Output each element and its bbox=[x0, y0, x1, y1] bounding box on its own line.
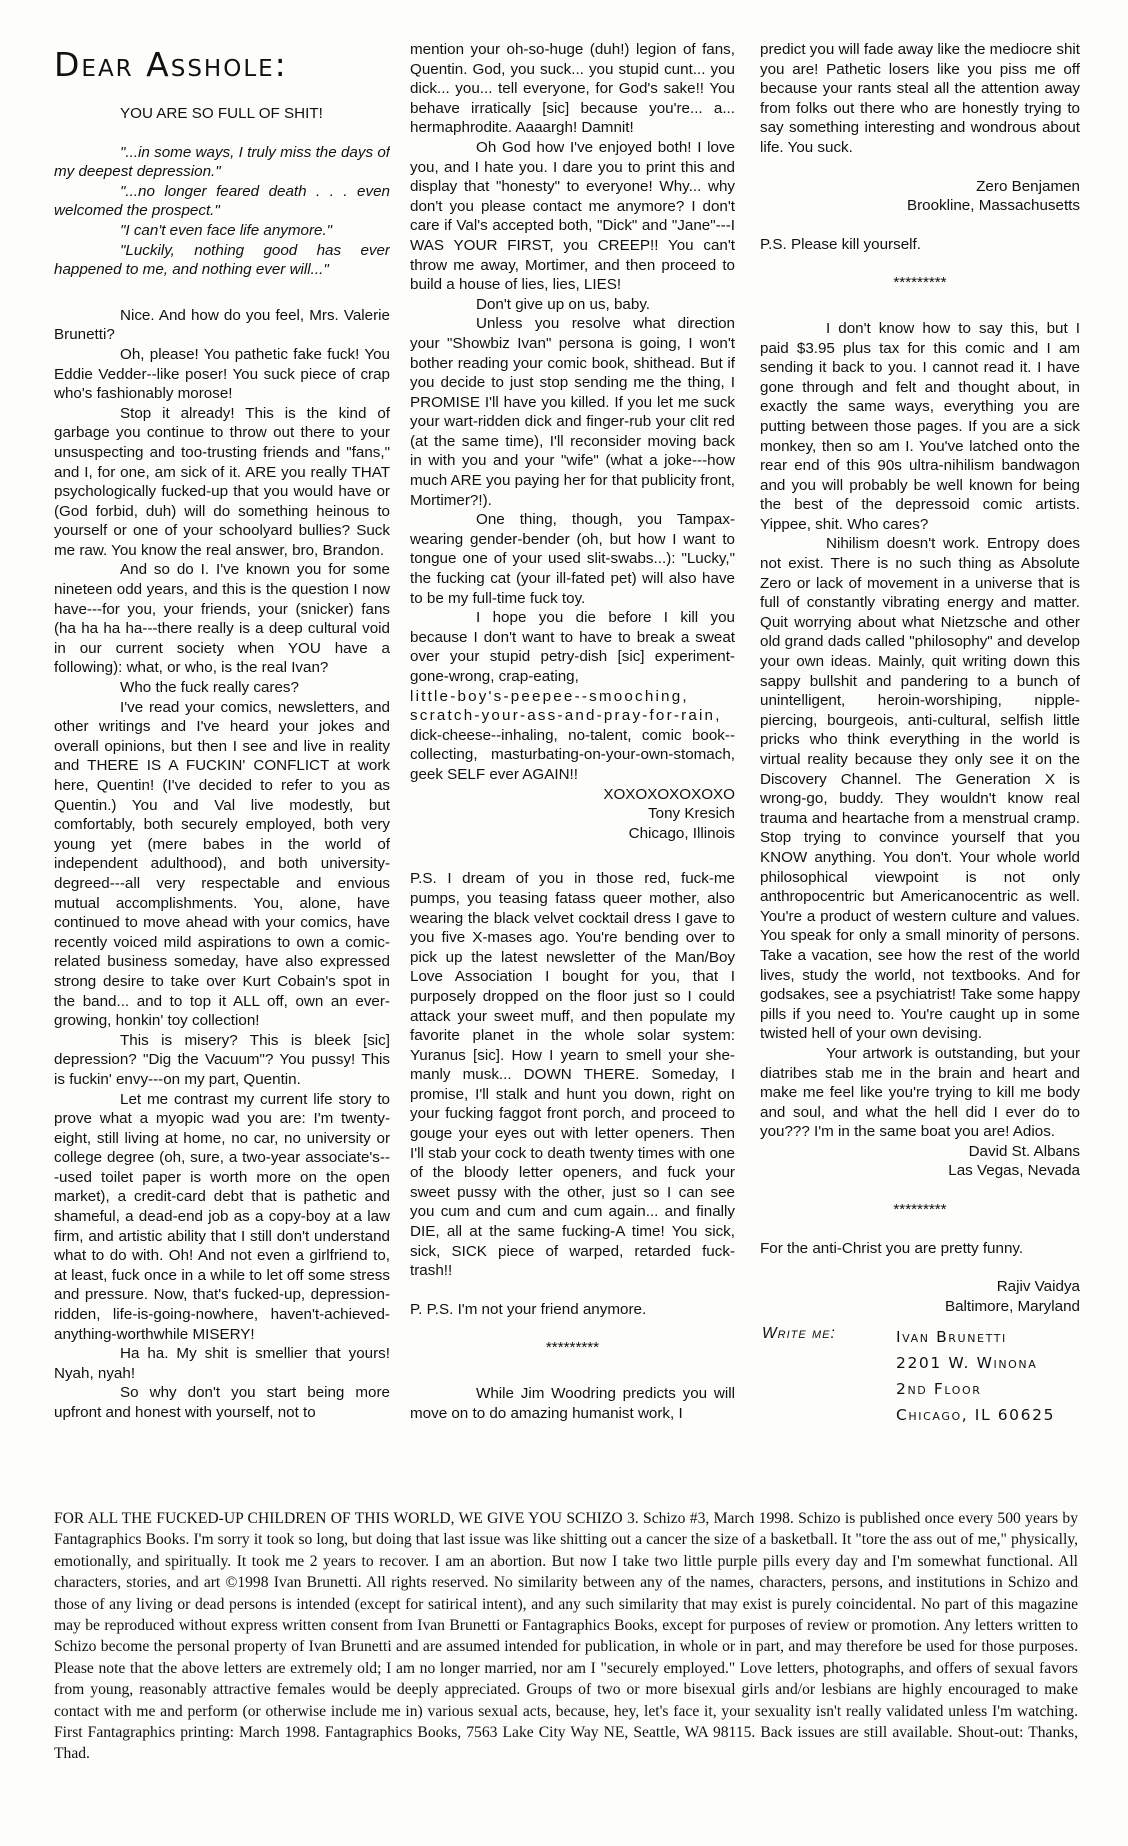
paragraph: mention your oh-so-huge (duh!) legion of fans, Quentin. God, you suck... you stupid cunt... you dick... you... tell everyone, for God's sake!! You behave irratically [sic] because you're... a... hermaphrodite. Aaaargh! Damnit! bbox=[410, 41, 735, 137]
paragraph: Oh God how I've enjoyed both! I love you, and I hate you. I dare you to print this and display that "honesty" to everyone! Why... why don't you please contact me anymore? I don't care if Val's accepted both, "Dick" and "Jane"---I WAS YOUR FIRST, you CREEP!! You can't throw me away, Mortimer, and then proceed to build a house of lies, lies, LIES! bbox=[410, 138, 735, 294]
signature-place: Chicago, Illinois bbox=[628, 824, 735, 842]
paragraph: For the anti-Christ you are pretty funny. bbox=[760, 1239, 1024, 1257]
paragraph: I've read your comics, newsletters, and other writings and I've heard your jokes and overall opinions, but then I see and live in reality and THERE IS A FUCKIN' CONFLICT at work here, Quentin! (I've decided to refer to you as Quentin.) You and Val live modestly, but comfortably, both securely employed, both very young yet (mere babes in the world of independent adulthood), and both university-degreed---all very respectable and envious mutual accomplishments. You, alone, have continued to move ahead with your comics, have recently voiced mild aspirations to own a comic-related business someday, have also expressed strong desire to take over Kurt Cobain's spot in the band... and to top it ALL off, own an ever-growing, honkin' toy collection! bbox=[54, 698, 390, 1030]
write-me-label: Write me: bbox=[762, 1325, 836, 1343]
paragraph: Let me contrast my current life story to prove what a myopic wad you are: I'm twenty-eight, still living at home, no car, no university or college degree (oh, sure, a two-year associate's---used toilet paper is worth more on the open market), a credit-card debt that is pathetic and shameful, a dead-end job as a copy-boy at a law firm, and artistic ability that I still don't understand what to do with. Oh! And not even a girlfriend to, at least, fuck once in a while to let off some stress and pressure. Now, that's fucked-up, depression-ridden, life-is-going-nowhere, haven't-achieved-anything-worthwhile MISERY! bbox=[54, 1090, 390, 1343]
paragraph: I hope you die before I kill you because I don't want to have to break a sweat over your stupid petry-dish [sic] experiment-gone-wrong, crap-eating, bbox=[410, 609, 735, 685]
signature-name: Tony Kresich bbox=[648, 805, 735, 823]
address-line: Ivan Brunetti bbox=[896, 1328, 1007, 1347]
spacer bbox=[410, 1319, 735, 1338]
postscript: P.S. Please kill yourself. bbox=[760, 235, 921, 253]
paragraph: Nihilism doesn't work. Entropy does not exist. There is no such thing as Absolute Zero or lack of movement in a universe that is full of constantly vibrating energy and matter. Quit worrying about what Nietzsche and other old grand dads called "philosophy" and develop your own ideas. Mainly, quit writing down this sappy bullshit and pandering to a bunch of unintelligent, heroin-worshiping, nipple-piercing, bourgeois, anti-cultural, selfish little pricks who think everything in the world is virtual reality because they only see it on the Discovery Channel. The Generation X is wrong-go, buddy. They wouldn't know real trauma and heartache from a menstrual cramp. Stop trying to convince yourself that you KNOW anything. You don't. Your whole world philosophical viewpoint is not only anthropocentric but Americanocentric as well. You're a product of western culture and values. You speak for only a small minority of persons. Take a vacation, see how the rest of the world lives, study the world, not textbooks. And for godsakes, see a psychiatrist! Take some happy pills if you need to. You're caught up in some twisted hell of your own devising. bbox=[760, 535, 1080, 1043]
paragraph: So why don't you start being more upfront and honest with yourself, not to bbox=[54, 1384, 390, 1421]
paragraph: Ha ha. My shit is smellier that yours! Nyah, nyah! bbox=[54, 1345, 390, 1382]
postscript: P.S. I dream of you in those red, fuck-me pumps, you teasing fatass queer mother, also wearing the black velvet cocktail dress I gave to you five X-mases ago. You're bending over to pick up the latest newsletter of the Man/Boy Love Association I bought for you, that I purposely dropped on the floor just so I could attack your sweet muff, and then populate my favorite planet in the whole solar system: Yuranus [sic]. How I yearn to smell your she-manly musk... DOWN THERE. Someday, I promise, I'll stalk and hunt you down, right on your fucking faggot front porch, and proceed to gouge your eyes out with letter openers. Then I'll stab your cock to death twenty times with one of the bloody letter openers, and fuck your sweet pussy with the other, just so I can see you cum and cum and cum again... and finally DIE, all at the same fucking-A time! You sick, sick, SICK piece of warped, retarded fuck-trash!! bbox=[410, 870, 735, 1280]
spacer bbox=[760, 1220, 1080, 1239]
paragraph: I don't know how to say this, but I paid $3.95 plus tax for this comic and I am sending it back to you. I cannot read it. I have gone through and felt and thought about, in exactly the same ways, everything you are putting between those pages. If you are a sick monkey, then so am I. You've latched onto the rear end of this 90s ultra-nihilism bandwagon and you will probably be well known for being the best of the depressoid comic artists. Yippee, shit. Who cares? bbox=[760, 319, 1080, 533]
spacer bbox=[760, 293, 1080, 319]
paragraph: predict you will fade away like the mediocre shit you are! Pathetic losers like you piss me off because your rants steal all the attention away from folks out there who are honestly trying to say something interesting and wondrous about life. You suck. bbox=[760, 41, 1080, 156]
separator: ********* bbox=[545, 1339, 600, 1357]
signoff: XOXOXOXOXOXO bbox=[603, 785, 735, 803]
mailing-address-block bbox=[760, 1324, 1080, 1436]
separator: ********* bbox=[893, 1201, 947, 1219]
spacer bbox=[54, 124, 390, 143]
address-line: 2nd Floor bbox=[896, 1380, 982, 1399]
spacer bbox=[410, 843, 735, 869]
quote-paragraph: "Luckily, nothing good has ever happened to me, and nothing ever will..." bbox=[54, 241, 390, 279]
page-title: Dear Asshole: bbox=[54, 45, 288, 84]
signature-name: Zero Benjamen bbox=[976, 177, 1080, 195]
signature-place: Las Vegas, Nevada bbox=[948, 1162, 1080, 1180]
signature-name: Rajiv Vaidya bbox=[996, 1278, 1080, 1296]
paragraph: Oh, please! You pathetic fake fuck! You Eddie Vedder--like poser! You suck piece of crap who's fashionably morose! bbox=[54, 345, 390, 403]
spacer bbox=[760, 216, 1080, 235]
paragraph: YOU ARE SO FULL OF SHIT! bbox=[120, 105, 323, 122]
spacer bbox=[54, 280, 390, 306]
indicia-text: FOR ALL THE FUCKED-UP CHILDREN OF THIS WORLD, WE GIVE YOU SCHIZO 3. Schizo #3, March 1998. Schizo is published once every 500 years by Fantagraphics Books. I'm sorry it took so long, but doing that last issue was like shitting out a cancer the size of a basketball. It "tore the ass out of me," physically, emotionally, and spiritually. It took me 2 years to recover. I am an abortion. But now I take two little purple pills every day and I'm somewhat functional. All characters, stories, and art ©1998 Ivan Brunetti. All rights reserved. No similarity between any of the names, characters, persons, and institutions in Schizo and those of any living or dead persons is intended (except for satirical intent), and any such similarity that may exist is purely coincidental. No part of this magazine may be reproduced without express written consent from Ivan Brunetti or Fantagraphics Books, except for purposes of review or promotion. Any letters written to Schizo become the personal property of Ivan Brunetti and are assumed intended for publication, in whole or in part, and may therefore be used for those purposes. Please note that the above letters are extremely old; I am no longer married, nor am I "securely employed." Love letters, photographs, and offers of sexual favors from young, reasonably attractive females would be deeply appreciated. Groups of two or more bisexual girls and/or lesbians are highly encouraged to make contact with me and perform (or otherwise include me in) various sexual acts, because, hey, let's face it, your sexuality isn't really validated unless I'm watching. First Fantagraphics printing: March 1998. Fantagraphics Books, 7563 Lake City Way NE, Seattle, WA 98115. Back issues are still available. Shout-out: Thanks, Thad. bbox=[54, 1510, 1078, 1763]
separator: ********* bbox=[893, 274, 947, 292]
paragraph: And so do I. I've known you for some nineteen odd years, and this is the question I now have---for you, your friends, your (snicker) fans (ha ha ha ha---there really is a deep cultural void in our current society when YOU have a following): what, or who, is the real Ivan? bbox=[54, 561, 390, 677]
paragraph: Unless you resolve what direction your "Showbiz Ivan" persona is going, I won't bother reading your comic book, shithead. But if you decide to just stop sending me the thing, I PROMISE I'll have you killed. If you let me suck your wart-ridden dick and finger-rub your clit red (at the same time), I'll reconsider moving back in with you and your "wife" (what a joke---how much ARE you paying her for that publicity front, Mortimer?!). bbox=[410, 315, 735, 509]
letter-column-2 bbox=[410, 40, 735, 1500]
letter-column-1 bbox=[54, 40, 390, 1486]
spacer bbox=[760, 254, 1080, 273]
paragraph: little-boy's-peepee--smooching, bbox=[410, 687, 689, 705]
address-lines bbox=[896, 1324, 1055, 1428]
letter-column-3 bbox=[760, 40, 1080, 1500]
paragraph: One thing, though, you Tampax-wearing gender-bender (oh, but how I want to tongue one of your used slit-swabs...): "Lucky," the fucking cat (your ill-fated pet) will also have to be my full-time fuck toy. bbox=[410, 511, 735, 607]
spacer bbox=[760, 158, 1080, 177]
paragraph: dick-cheese--inhaling, no-talent, comic book--collecting, masturbating-on-your-own-stomach, geek SELF ever AGAIN!! bbox=[410, 726, 735, 783]
paragraph: Your artwork is outstanding, but your diatribes stab me in the brain and heart and make me feel like you're trying to kill me body and soul, and what the hell did I ever do to you??? I'm in the same boat you are! Adios. bbox=[760, 1044, 1080, 1141]
paragraph: This is misery? This is bleek [sic] depression? "Dig the Vacuum"? You pussy! This is fuckin' envy---on my part, Quentin. bbox=[54, 1031, 390, 1088]
spacer bbox=[760, 1181, 1080, 1200]
paragraph: scratch-your-ass-and-pray-for-rain, bbox=[410, 707, 722, 725]
quote-paragraph: "...no longer feared death . . . even welcomed the prospect." bbox=[54, 182, 390, 220]
quote-paragraph: "I can't even face life anymore." bbox=[120, 221, 333, 239]
spacer bbox=[760, 1258, 1080, 1277]
paragraph: Don't give up on us, baby. bbox=[476, 295, 651, 313]
publication-indicia bbox=[54, 1508, 1078, 1765]
spacer bbox=[410, 1358, 735, 1384]
signature-place: Brookline, Massachusetts bbox=[906, 197, 1080, 215]
signature-place: Baltimore, Maryland bbox=[944, 1297, 1080, 1315]
address-line: 2201 W. Winona bbox=[896, 1354, 1038, 1373]
paragraph: While Jim Woodring predicts you will move on to do amazing humanist work, I bbox=[410, 1385, 735, 1422]
paragraph: Stop it already! This is the kind of garbage you continue to throw out there to your unsuspecting and too-trusting friends and "fans," and I, for one, am sick of it. ARE you really THAT psychologically fucked-up that you would have or (God forbid, duh) will do something heinous to yourself or one of your schoolyard bullies? Suck me raw. You know the real answer, bro, Brandon. bbox=[54, 404, 390, 559]
signature-name: David St. Albans bbox=[968, 1142, 1080, 1160]
spacer bbox=[410, 1281, 735, 1300]
quote-paragraph: "...in some ways, I truly miss the days of my deepest depression." bbox=[54, 143, 390, 181]
postscript: P. P.S. I'm not your friend anymore. bbox=[410, 1300, 647, 1318]
address-line: Chicago, IL 60625 bbox=[896, 1406, 1056, 1425]
paragraph: Who the fuck really cares? bbox=[120, 679, 299, 697]
paragraph: Nice. And how do you feel, Mrs. Valerie Brunetti? bbox=[54, 306, 390, 344]
